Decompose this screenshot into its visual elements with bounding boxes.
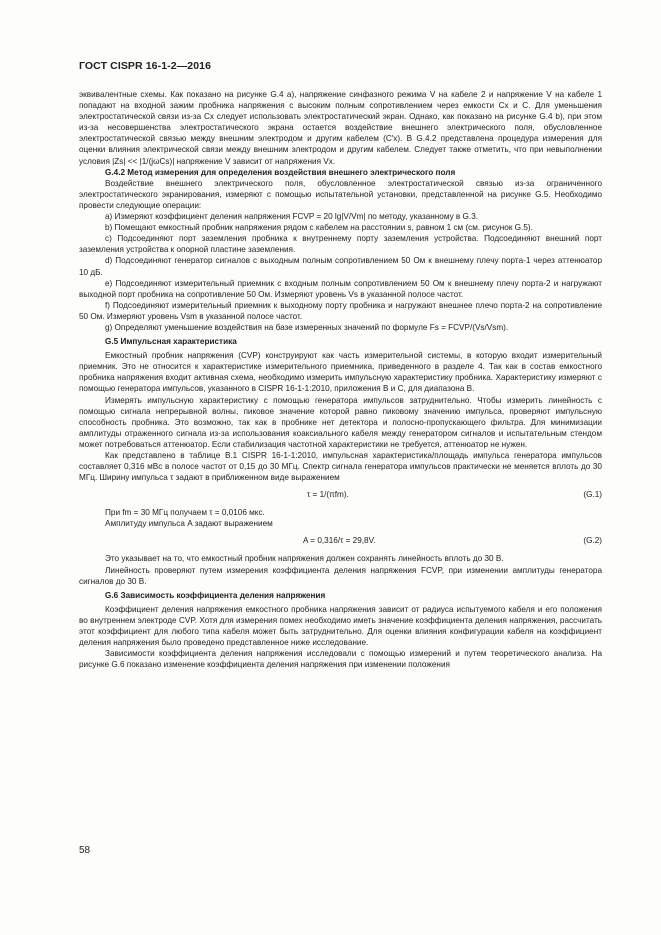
paragraph: При fm = 30 МГц получаем τ = 0,0106 мкс. bbox=[105, 508, 265, 518]
paragraph: Воздействие внешнего электрического поля, обусловленное электростатической связью из-за ограниченного электростатического экранирования, измеряют с помощью испытательной установки, представленной на рисунке G.5. Необходимо провести следующие операции: bbox=[79, 178, 602, 210]
list-item-g: g) Определяют уменьшение воздействия на базе измеренных значений по формуле Fs = FCVP/(Vs/Vsm). bbox=[105, 322, 509, 332]
formula-expression: A = 0,316/τ = 29,8V. bbox=[303, 536, 376, 546]
paragraph: Измерять импульсную характеристику с помощью генератора импульсов затруднительно. Чтобы измерить линейность с помощью сигнала непрерывной волны, пиковое значение которой равно пиковому значению импульса, проверяют импульсную способность пробника. Это возможно, так как в пробнике нет детектора и полосно-пропускающего фильтра. Для минимизации амплитуды отраженного сигнала из-за использования коаксиального кабеля между генератором сигналов и испытательным стендом может потребоваться аттенюатор. Если стабилизация частотной характеристики не требуется, аттенюатор не нужен. bbox=[79, 395, 602, 449]
section-heading-g6: G.6 Зависимость коэффициента деления напряжения bbox=[105, 590, 326, 600]
list-item-f: f) Подсоединяют измерительный приемник к выходному порту пробника и нагружают внешнее плечо порта-2 на сопротивление 50 Ом. Измеряют уровень Vsm в указанной полосе частот. bbox=[79, 300, 602, 321]
paragraph: Амплитуду импульса A задают выражением bbox=[105, 519, 273, 529]
page-header: ГОСТ CISPR 16-1-2—2016 bbox=[79, 60, 212, 72]
list-item-a: a) Измеряют коэффициент деления напряжения FCVP = 20 lg|V/Vm| по методу, указанному в G.3. bbox=[105, 212, 479, 222]
paragraph: эквивалентные схемы. Как показано на рисунке G.4 a), напряжение синфазного режима V на кабеле 2 и напряжение V на кабеле 1 попадают на входной зажим пробника напряжения с высоким полным сопротивлением через емкости Cx и C. Для уменьшения электростатической связи из-за Cx следует использовать электростатический экран. Однако, как показано на рисунке G.4 b), при этом из-за несовершенства электростатического экрана остается воздействие внешнего электрического поля, обусловленное электростатической связью между внешним электродом и другим кабелем (C′x). В G.4.2 представлена процедура измерения для оценки влияния электрической связи между внешним электродом и другим кабелем. Следует также отметить, что при невыполнении условия |Zs| << |1/(jωCs)| напряжение V зависит от напряжения Vx. bbox=[79, 90, 602, 166]
paragraph: Коэффициент деления напряжения емкостного пробника напряжения зависит от радиуса испытуемого кабеля и его положения во внутреннем электроде CVP. Хотя для измерения помех необходимо иметь значение коэффициента деления напряжения, рассчитать этот коэффициент для любого типа кабеля может быть затруднительно. Для оценки влияния конфигурации кабеля на коэффициент деления напряжения было проведено представленное ниже исследование. bbox=[79, 604, 602, 648]
formula-expression: τ = 1/(πfm). bbox=[307, 490, 349, 500]
list-item-b: b) Помещают емкостный пробник напряжения рядом с кабелем на расстоянии s, равном 1 см (см. рисунок G.5). bbox=[105, 223, 533, 233]
paragraph: Как представлено в таблице B.1 CISPR 16-1-1:2010, импульсная характеристика/площадь импульса генератора импульсов составляет 0,316 мВс в полосе частот от 0,15 до 30 МГц. Спектр сигнала генератора импульсов практически не меняется вплоть до 30 МГц. Ширину импульса τ задают в приближенном виде выражением bbox=[79, 451, 602, 483]
document-body bbox=[79, 89, 602, 670]
page-number: 58 bbox=[79, 845, 91, 856]
list-item-c: c) Подсоединяют порт заземления пробника к внутреннему порту заземления устройства. Подсоединяют внешний порт заземления устройства к опорной пластине заземления. bbox=[79, 234, 602, 255]
paragraph: Линейность проверяют путем измерения коэффициента деления напряжения FCVP, при изменении амплитуды генератора сигналов до 30 В. bbox=[79, 565, 602, 586]
formula-number: (G.2) bbox=[583, 536, 602, 546]
list-item-d: d) Подсоединяют генератор сигналов с выходным полным сопротивлением 50 Ом к внешнему плечу порта-1 через аттенюатор 10 дБ. bbox=[79, 256, 602, 277]
formula-number: (G.1) bbox=[583, 490, 602, 500]
list-item-e: e) Подсоединяют измерительный приемник с входным полным сопротивлением 50 Ом к внешнему плечу порта-2 и нагружают выходной порт пробника на сопротивление 50 Ом. Измеряют уровень Vs в указанной полосе частот. bbox=[79, 278, 602, 299]
formula-g1 bbox=[79, 489, 602, 501]
paragraph: Емкостный пробник напряжения (CVP) конструируют как часть измерительной системы, в которую входит измерительный приемник. Это не относится к характеристике измерительного приемника, приведенного в разделе 4. Так как в состав емкостного пробника напряжения входит активная схема, необходимо измерить импульсную характеристику пробника. Характеристику измеряют с помощью генератора импульсов, указанного в CISPR 16-1-1:2010, приложения B и C, для диапазона B. bbox=[79, 351, 602, 394]
paragraph: Это указывает на то, что емкостный пробник напряжения должен сохранять линейность вплоть до 30 В. bbox=[105, 554, 504, 564]
formula-g2 bbox=[79, 535, 602, 547]
section-heading-g42: G.4.2 Метод измерения для определения воздействия внешнего электрического поля bbox=[105, 167, 456, 177]
paragraph: Зависимости коэффициента деления напряжения исследовали с помощью измерений и путем теоретического анализа. На рисунке G.6 показано изменение коэффициента деления напряжения при изменении положения bbox=[79, 649, 602, 670]
section-heading-g5: G.5 Импульсная характеристика bbox=[105, 337, 237, 347]
